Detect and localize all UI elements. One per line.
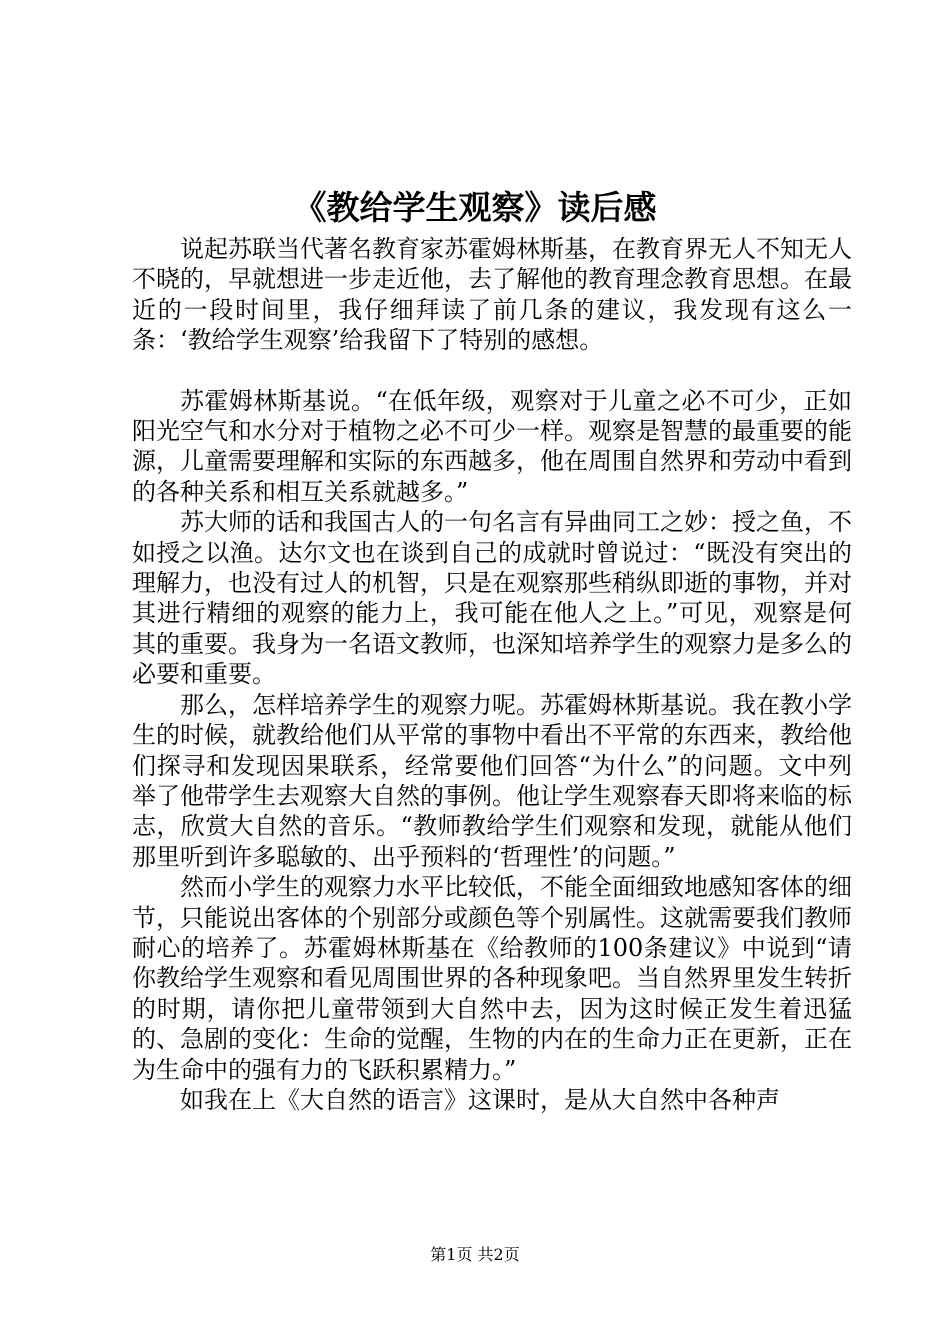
paragraph: 然而小学生的观察力水平比较低，不能全面细致地感知客体的细节，只能说出客体的个别部分或颜色等个别属性。这就需要我们教师耐心的培养了。苏霍姆林斯基在《给教师的100条建议》中说到“请你教给学生观察和看见周围世界的各种现象吧。当自然界里发生转折的时期，请你把儿童带领到大自然中去，因为这时候正发生着迅猛的、急剧的变化：生命的觉醒，生物的内在的生命力正在更新，正在为生命中的强有力的飞跃积累精力。” [132, 873, 852, 1084]
paragraph: 如我在上《大自然的语言》这课时，是从大自然中各种声 [180, 1085, 780, 1114]
page-number-footer: 第1页 共2页 [430, 1245, 520, 1264]
document-body [132, 234, 852, 1115]
paragraph: 说起苏联当代著名教育家苏霍姆林斯基，在教育界无人不知无人不晓的，早就想进一步走近他，去了解他的教育理念教育思想。在最近的一段时间里，我仔细拜读了前几条的建议，我发现有这么一条：‘教给学生观察’给我留下了特别的感想。 [132, 235, 852, 355]
document-title: 《教给学生观察》读后感 [293, 188, 657, 227]
paragraph: 那么，怎样培养学生的观察力呢。苏霍姆林斯基说。我在教小学生的时候，就教给他们从平常的事物中看出不平常的东西来，教给他们探寻和发现因果联系，经常要他们回答“为什么”的问题。文中列举了他带学生去观察大自然的事例。他让学生观察春天即将来临的标志，欣赏大自然的音乐。“教师教给学生们观察和发现，就能从他们那里听到许多聪敏的、出乎预料的‘哲理性’的问题。” [132, 690, 852, 871]
paragraph: 苏霍姆林斯基说。“在低年级，观察对于儿童之必不可少，正如阳光空气和水分对于植物之必不可少一样。观察是智慧的最重要的能源，儿童需要理解和实际的东西越多，他在周围自然界和劳动中看到的各种关系和相互关系就越多。” [132, 386, 852, 506]
paragraph: 苏大师的话和我国古人的一句名言有异曲同工之妙：授之鱼，不如授之以渔。达尔文也在谈到自己的成就时曾说过：“既没有突出的理解力，也没有过人的机智，只是在观察那些稍纵即逝的事物，并对其进行精细的观察的能力上，我可能在他人之上。”可见，观察是何其的重要。我身为一名语文教师，也深知培养学生的观察力是多么的必要和重要。 [132, 508, 852, 689]
